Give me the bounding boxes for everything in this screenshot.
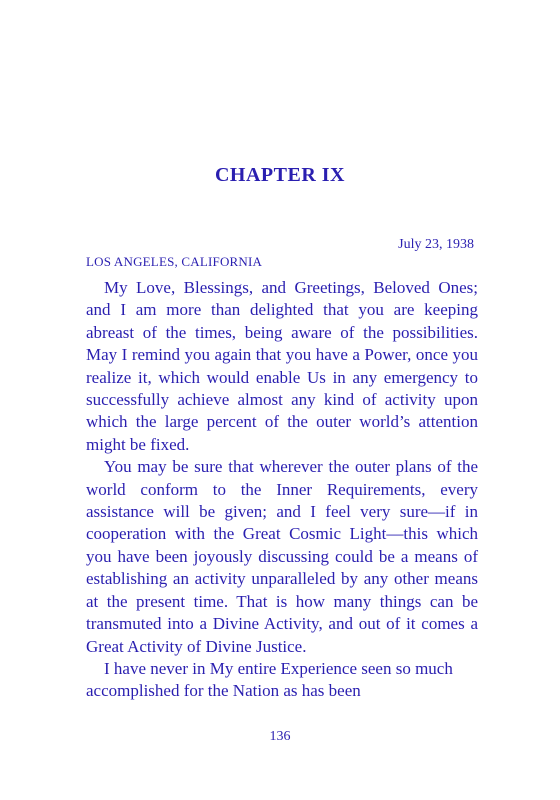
paragraph: My Love, Blessings, and Greetings, Beloved Ones; and I am more than delighted that you are keeping abreast of the times, being aware of the possibilities. May I remind you again that you have a Power, once you realize it, which would enable Us in any emergency to successfully achieve almost any kind of activity upon which the large percent of the outer world’s attention might be fixed. [86, 278, 478, 454]
paragraph: I have never in My entire Experience seen so much accomplished for the Nation as has been [86, 658, 453, 701]
letter-location: LOS ANGELES, CALIFORNIA [86, 254, 263, 269]
page-number: 136 [269, 729, 291, 744]
chapter-title: CHAPTER IX [214, 164, 345, 186]
paragraph: You may be sure that wherever the outer plans of the world conform to the Inner Requirements, every assistance will be given; and I feel very sure—if in cooperation with the Great Cosmic Light—this which you have been joyously discussing could be a means of establishing an activity unparalleled by any other means at the present time. That is how many things can be transmuted into a Divine Activity, and out of it comes a Great Activity of Divine Justice. [86, 457, 478, 656]
body-text [86, 277, 478, 703]
letter-date: July 23, 1938 [398, 237, 474, 252]
